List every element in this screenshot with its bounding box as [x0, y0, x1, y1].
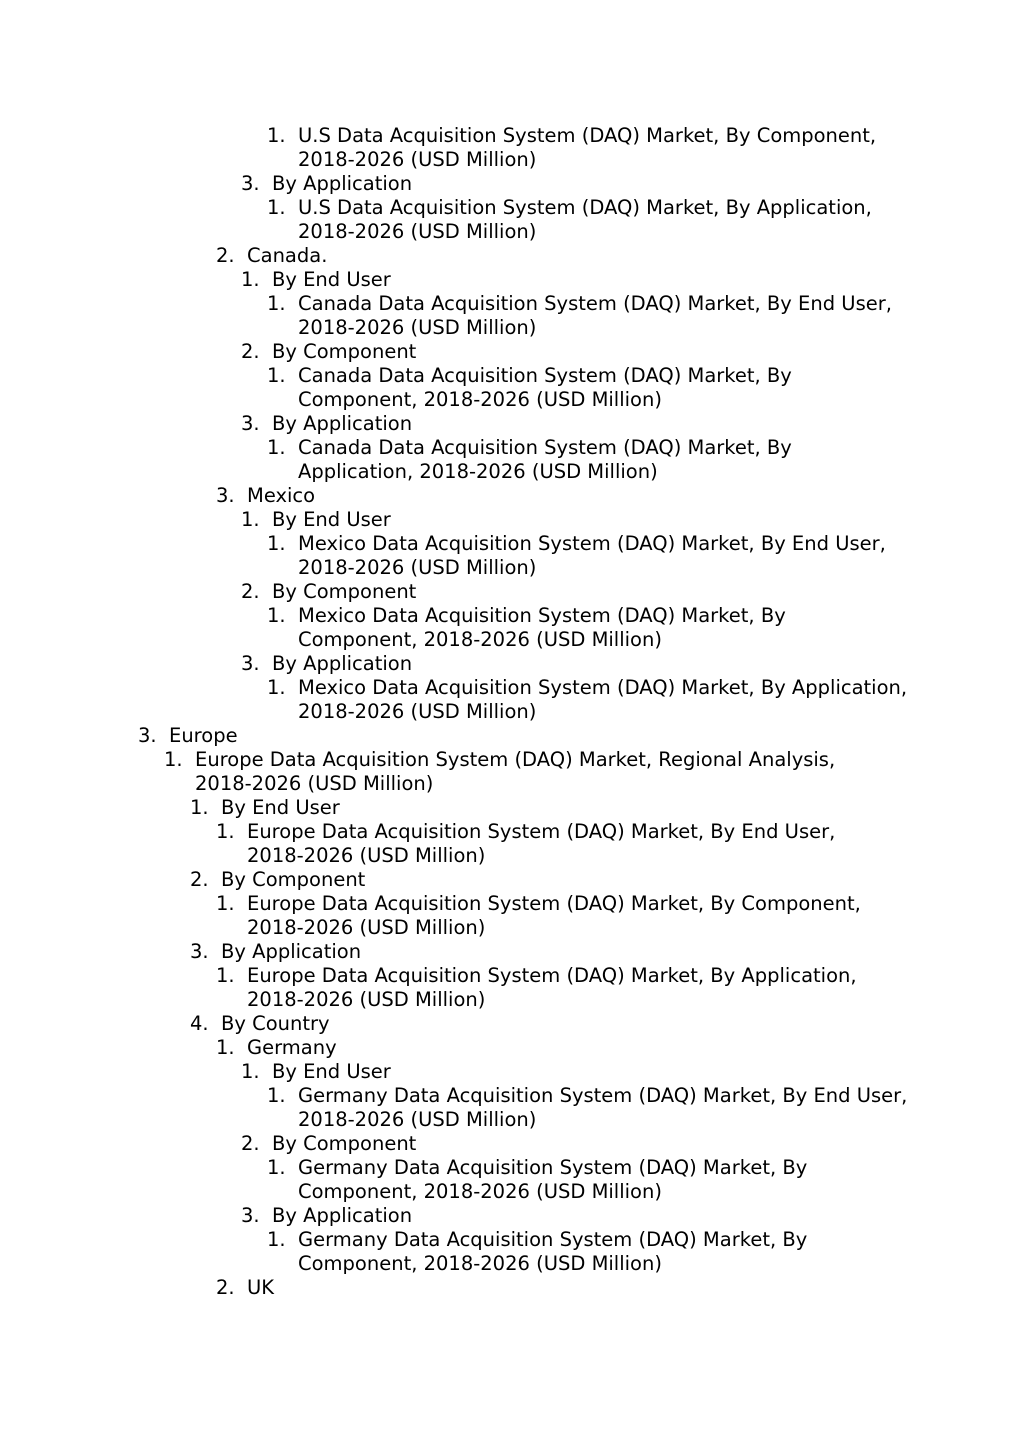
list-item-text: Germany Data Acquisition System (DAQ) Market, By Component, 2018-2026 (USD Million) [298, 1228, 808, 1275]
list-item [0, 268, 1023, 292]
list-item-number: 1. [267, 604, 286, 627]
list-item [0, 484, 1023, 508]
list-item-text: Germany Data Acquisition System (DAQ) Market, By Component, 2018-2026 (USD Million) [298, 1156, 808, 1203]
list-item-text: U.S Data Acquisition System (DAQ) Market, By Component, 2018-2026 (USD Million) [298, 124, 877, 171]
list-item-text: Mexico Data Acquisition System (DAQ) Market, By End User, 2018-2026 (USD Million) [298, 532, 886, 579]
list-item [0, 1132, 1023, 1156]
list-item-text: Europe Data Acquisition System (DAQ) Market, Regional Analysis, 2018-2026 (USD Million) [195, 748, 836, 795]
list-item-number: 1. [267, 1228, 286, 1251]
list-item [0, 604, 1023, 652]
list-item-number: 2. [216, 244, 235, 267]
list-item-number: 3. [190, 940, 209, 963]
list-item [0, 940, 1023, 964]
list-item-text: Europe Data Acquisition System (DAQ) Market, By Application, 2018-2026 (USD Million) [247, 964, 857, 1011]
list-item-text: Mexico Data Acquisition System (DAQ) Market, By Application, 2018-2026 (USD Million) [298, 676, 908, 723]
list-item [0, 508, 1023, 532]
list-item-number: 1. [267, 1084, 286, 1107]
list-item-number: 1. [216, 964, 235, 987]
list-item [0, 868, 1023, 892]
list-item-text: Canada Data Acquisition System (DAQ) Market, By Application, 2018-2026 (USD Million) [298, 436, 792, 483]
list-item-number: 2. [241, 1132, 260, 1155]
list-item-number: 4. [190, 1012, 209, 1035]
list-item-text: By Application [272, 652, 413, 675]
list-item-text: By End User [272, 268, 391, 291]
list-item-text: By Country [221, 1012, 330, 1035]
list-item [0, 580, 1023, 604]
list-item-number: 2. [241, 580, 260, 603]
list-item [0, 964, 1023, 1012]
list-item-text: By End User [221, 796, 340, 819]
list-item-number: 1. [241, 1060, 260, 1083]
list-item-text: Germany Data Acquisition System (DAQ) Market, By End User, 2018-2026 (USD Million) [298, 1084, 908, 1131]
list-item-number: 2. [241, 340, 260, 363]
list-item-text: By Application [272, 172, 413, 195]
list-item-text: Mexico [247, 484, 316, 507]
list-item-number: 3. [241, 1204, 260, 1227]
list-item [0, 1012, 1023, 1036]
list-item-text: By End User [272, 1060, 391, 1083]
list-item [0, 1228, 1023, 1276]
list-item [0, 340, 1023, 364]
list-item-text: By Application [272, 1204, 413, 1227]
list-item-number: 2. [216, 1276, 235, 1299]
list-item [0, 1156, 1023, 1204]
list-item-number: 1. [267, 124, 286, 147]
table-of-contents-list [0, 124, 1023, 1300]
list-item [0, 796, 1023, 820]
list-item-text: By Component [272, 580, 417, 603]
list-item-text: UK [247, 1276, 275, 1299]
list-item-text: Mexico Data Acquisition System (DAQ) Market, By Component, 2018-2026 (USD Million) [298, 604, 786, 651]
list-item [0, 436, 1023, 484]
list-item-text: Europe [169, 724, 238, 747]
list-item [0, 532, 1023, 580]
list-item-number: 3. [241, 652, 260, 675]
list-item [0, 1084, 1023, 1132]
list-item-text: Germany [247, 1036, 337, 1059]
list-item-number: 1. [267, 676, 286, 699]
list-item-number: 1. [267, 364, 286, 387]
list-item-number: 1. [216, 820, 235, 843]
list-item-number: 1. [164, 748, 183, 771]
list-item [0, 724, 1023, 748]
list-item [0, 292, 1023, 340]
list-item [0, 748, 1023, 796]
list-item-text: Canada. [247, 244, 328, 267]
list-item [0, 364, 1023, 412]
list-item-text: Canada Data Acquisition System (DAQ) Market, By End User, 2018-2026 (USD Million) [298, 292, 892, 339]
list-item-text: By Component [272, 1132, 417, 1155]
list-item-text: By Application [272, 412, 413, 435]
list-item-number: 3. [241, 172, 260, 195]
list-item-text: U.S Data Acquisition System (DAQ) Market, By Application, 2018-2026 (USD Million) [298, 196, 872, 243]
list-item-number: 1. [267, 436, 286, 459]
list-item-number: 1. [241, 508, 260, 531]
list-item-number: 1. [267, 532, 286, 555]
list-item-number: 1. [216, 1036, 235, 1059]
list-item-text: By Application [221, 940, 362, 963]
list-item-number: 1. [267, 1156, 286, 1179]
list-item-number: 3. [241, 412, 260, 435]
list-item [0, 124, 1023, 172]
list-item-text: By End User [272, 508, 391, 531]
list-item-number: 1. [267, 292, 286, 315]
list-item-number: 3. [138, 724, 157, 747]
list-item-number: 1. [190, 796, 209, 819]
list-item-number: 1. [216, 892, 235, 915]
list-item [0, 1060, 1023, 1084]
list-item [0, 412, 1023, 436]
list-item-number: 3. [216, 484, 235, 507]
list-item [0, 1276, 1023, 1300]
list-item-number: 2. [190, 868, 209, 891]
list-item [0, 892, 1023, 940]
list-item [0, 1036, 1023, 1060]
list-item-text: Europe Data Acquisition System (DAQ) Market, By Component, 2018-2026 (USD Million) [247, 892, 861, 939]
list-item-text: Europe Data Acquisition System (DAQ) Market, By End User, 2018-2026 (USD Million) [247, 820, 836, 867]
list-item [0, 652, 1023, 676]
list-item [0, 172, 1023, 196]
list-item [0, 196, 1023, 244]
list-item [0, 244, 1023, 268]
list-item-text: Canada Data Acquisition System (DAQ) Market, By Component, 2018-2026 (USD Million) [298, 364, 792, 411]
list-item-number: 1. [241, 268, 260, 291]
list-item-text: By Component [221, 868, 366, 891]
list-item-number: 1. [267, 196, 286, 219]
list-item [0, 820, 1023, 868]
list-item-text: By Component [272, 340, 417, 363]
list-item [0, 676, 1023, 724]
list-item [0, 1204, 1023, 1228]
